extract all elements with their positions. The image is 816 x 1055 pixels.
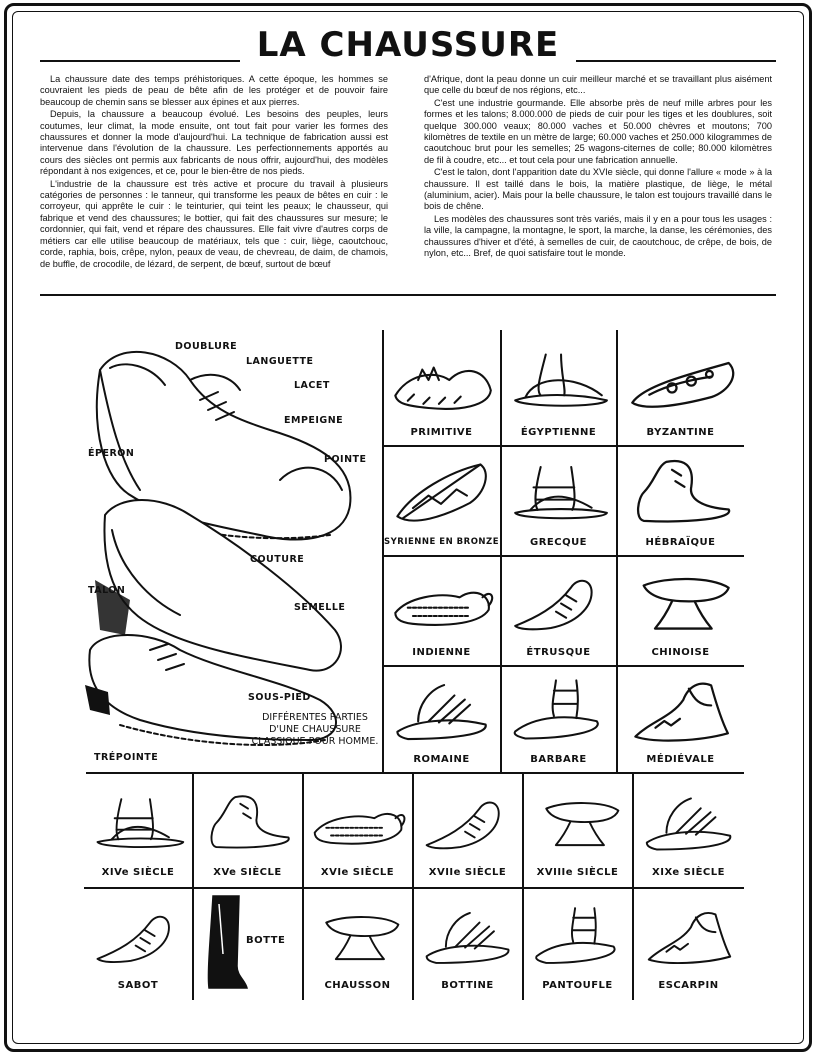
paragraph: d'Afrique, dont la peau donne un cuir meilleur marché et se travaillant plus aisément que celle du bœuf de nos régions, etc...	[424, 74, 772, 96]
section-divider	[40, 294, 776, 296]
paragraph: L'industrie de la chaussure est très active et procure du travail à plusieurs catégories de personnes : le tanneur, qui transforme les peaux de bêtes en cuir : le corroyeur, qui apprête le cuir : le teinturier, qui teint les peaux; le chausseur, qui fabrique et vend des chaussures; le bottier, qui fait des chaussures sur mesure; le cordonnier, qui fait, vend et répare des chaussures. Elle fait vivre d'autres corps de métiers car elle utilise beaucoup de matériaux, tels que : cuir, liège, caoutchouc, corde, raphia, bois, crêpe, nylon, peaux de veau, de chevreau, de daim, de chamois, de buffle, de crocodile, de lézard, de serpent, de bœuf, surtout de bœuf	[40, 178, 388, 269]
anatomy-caption: DIFFÉRENTES PARTIES D'UNE CHAUSSURE CLASSIQUE POUR HOMME.	[251, 712, 379, 747]
history-cell	[383, 556, 500, 665]
history-cell	[383, 666, 500, 772]
century-cell-label: XVe SIÈCLE	[213, 867, 282, 878]
modern-cell	[84, 888, 192, 1000]
history-cell	[617, 331, 744, 445]
modern-cell	[303, 888, 412, 1000]
label-trepointe: TRÉPOINTE	[94, 752, 159, 763]
label-talon: TALON	[88, 585, 126, 596]
history-cell	[617, 446, 744, 555]
modern-cell-label: CHAUSSON	[324, 980, 391, 991]
history-cell	[501, 446, 616, 555]
history-cell	[501, 556, 616, 665]
century-cell	[633, 773, 744, 887]
modern-cell	[633, 888, 744, 1000]
label-botte: BOTTE	[246, 935, 286, 946]
shoe-illustration	[637, 781, 740, 865]
century-cell-label: XIXe SIÈCLE	[652, 867, 725, 878]
shoe-anatomy-illustration	[80, 330, 380, 770]
shoe-illustration	[197, 781, 298, 865]
shoe-illustration	[621, 672, 740, 750]
title-rule-left	[40, 60, 240, 62]
shoe-illustration	[527, 896, 628, 978]
shoe-illustration	[88, 896, 188, 978]
label-empeigne: EMPEIGNE	[284, 415, 344, 426]
text-column-right	[424, 74, 772, 261]
history-cell-label: SYRIENNE EN BRONZE	[384, 537, 499, 547]
label-pointe: POINTE	[324, 454, 367, 465]
shoe-illustration	[417, 781, 518, 865]
history-cell-label: HÉBRAÏQUE	[645, 537, 716, 548]
paragraph: C'est le talon, dont l'apparition date du XVIe siècle, qui donne l'allure « mode » à la chaussure. Il est taillé dans le bois, la matière plastique, de liège, le métal (aluminium, acier). Mais pour la belle chaussure, le talon est toujours travaillé dans le bois de chêne.	[424, 167, 772, 212]
shoe-illustration	[88, 781, 188, 865]
paragraph: La chaussure date des temps préhistoriques. A cette époque, les hommes se couvraient les pieds de peau de bête afin de les protéger et de pouvoir faire beaucoup de chemin sans se blesser aux épines et aux pierres.	[40, 74, 388, 107]
shoe-illustration	[621, 337, 740, 423]
history-cell-label: BYZANTINE	[646, 427, 715, 438]
page-title: LA CHAUSSURE	[256, 25, 560, 65]
history-cell-label: INDIENNE	[412, 647, 471, 658]
shoe-illustration	[417, 896, 518, 978]
paragraph: C'est une industrie gourmande. Elle absorbe près de neuf mille arbres pour les formes et les talons; 8.000.000 de pieds de cuir pour les tiges et les doublures, soit quelque 300.000 veaux; 80.000 vaches et 50.000 chèvres et moutons; 700 kilomètres de textile en un mètre de large; 60.000 vaches et 250.000 kilogrammes de caoutchouc brut pour les semelles; 25 wagons-citernes de colle; 80.000 kilomètres de fil à coudre, etc... et tout cela pour une fabrication annuelle.	[424, 97, 772, 165]
label-doublure: DOUBLURE	[175, 341, 238, 352]
shoe-illustration	[387, 337, 496, 423]
century-cell-label: XVIIIe SIÈCLE	[536, 867, 619, 878]
label-sous-pied: SOUS-PIED	[248, 692, 311, 703]
boot-illustration	[201, 892, 251, 996]
history-cell-label: MÉDIÉVALE	[646, 754, 715, 765]
shoe-illustration	[637, 896, 740, 978]
shoe-illustration	[505, 337, 612, 423]
shoe-illustration	[387, 672, 496, 750]
modern-cell	[413, 888, 522, 1000]
shoe-illustration	[621, 562, 740, 643]
label-couture: COUTURE	[250, 554, 305, 565]
shoe-illustration	[527, 781, 628, 865]
shoe-illustration	[505, 452, 612, 533]
history-cell	[501, 331, 616, 445]
shoe-illustration	[505, 672, 612, 750]
text-column-left	[40, 74, 388, 271]
history-cell	[383, 446, 500, 555]
history-cell-label: BARBARE	[530, 754, 587, 765]
shoe-illustration	[621, 452, 740, 533]
label-semelle: SEMELLE	[294, 602, 346, 613]
history-cell	[383, 331, 500, 445]
century-cell-label: XVIIe SIÈCLE	[428, 867, 507, 878]
century-cell	[193, 773, 302, 887]
century-cell-label: XVIe SIÈCLE	[320, 867, 395, 878]
label-languette: LANGUETTE	[246, 356, 314, 367]
century-cell	[523, 773, 632, 887]
shoe-illustration	[307, 896, 408, 978]
shoe-illustration	[387, 452, 496, 533]
history-cell-label: ÉTRUSQUE	[526, 647, 591, 658]
history-cell	[617, 556, 744, 665]
shoe-illustration	[505, 562, 612, 643]
label-lacet: LACET	[294, 380, 330, 391]
title-rule-right	[576, 60, 776, 62]
century-cell-label: XIVe SIÈCLE	[101, 867, 175, 878]
history-cell-label: ÉGYPTIENNE	[520, 427, 597, 438]
label-eperon: ÉPERON	[88, 448, 135, 459]
shoe-illustration	[387, 562, 496, 643]
modern-cell-label: PANTOUFLE	[542, 980, 613, 991]
history-cell-label: CHINOISE	[651, 647, 710, 658]
shoe-illustration	[307, 781, 408, 865]
history-cell	[501, 666, 616, 772]
century-cell	[413, 773, 522, 887]
history-cell-label: PRIMITIVE	[410, 427, 473, 438]
modern-cell-label: ESCARPIN	[658, 980, 719, 991]
history-cell	[617, 666, 744, 772]
century-cell	[303, 773, 412, 887]
history-cell-label: GRECQUE	[529, 537, 588, 548]
history-cell-label: ROMAINE	[413, 754, 470, 765]
modern-cell-label: BOTTINE	[441, 980, 494, 991]
century-cell	[84, 773, 192, 887]
paragraph: Les modèles des chaussures sont très variés, mais il y en a pour tous les usages : la ville, la campagne, la montagne, le sport, la marche, la danse, les cérémonies, des chaussures d'hiver et d'été, à semelles de cuir, de caoutchouc, de crêpe, de bois, de nylon, etc... Bref, de quoi satisfaire tout le monde.	[424, 213, 772, 259]
modern-cell-label: SABOT	[117, 980, 159, 991]
modern-cell	[523, 888, 632, 1000]
paragraph: Depuis, la chaussure a beaucoup évolué. Les besoins des peuples, leurs coutumes, leur climat, la mode ensuite, ont tout fait pour varier les formes des chaussures et donner la mode d'aujourd'hui. La technique de fabrication aussi est intervenue dans l'évolution de la chaussure. Les perfectionnements apportés au cours des siècles ont permis aux fabricants de nous offrir, aujourd'hui, des modèles répondant à nos exigences, et ce, pour le bien-être de nos pieds.	[40, 109, 388, 177]
